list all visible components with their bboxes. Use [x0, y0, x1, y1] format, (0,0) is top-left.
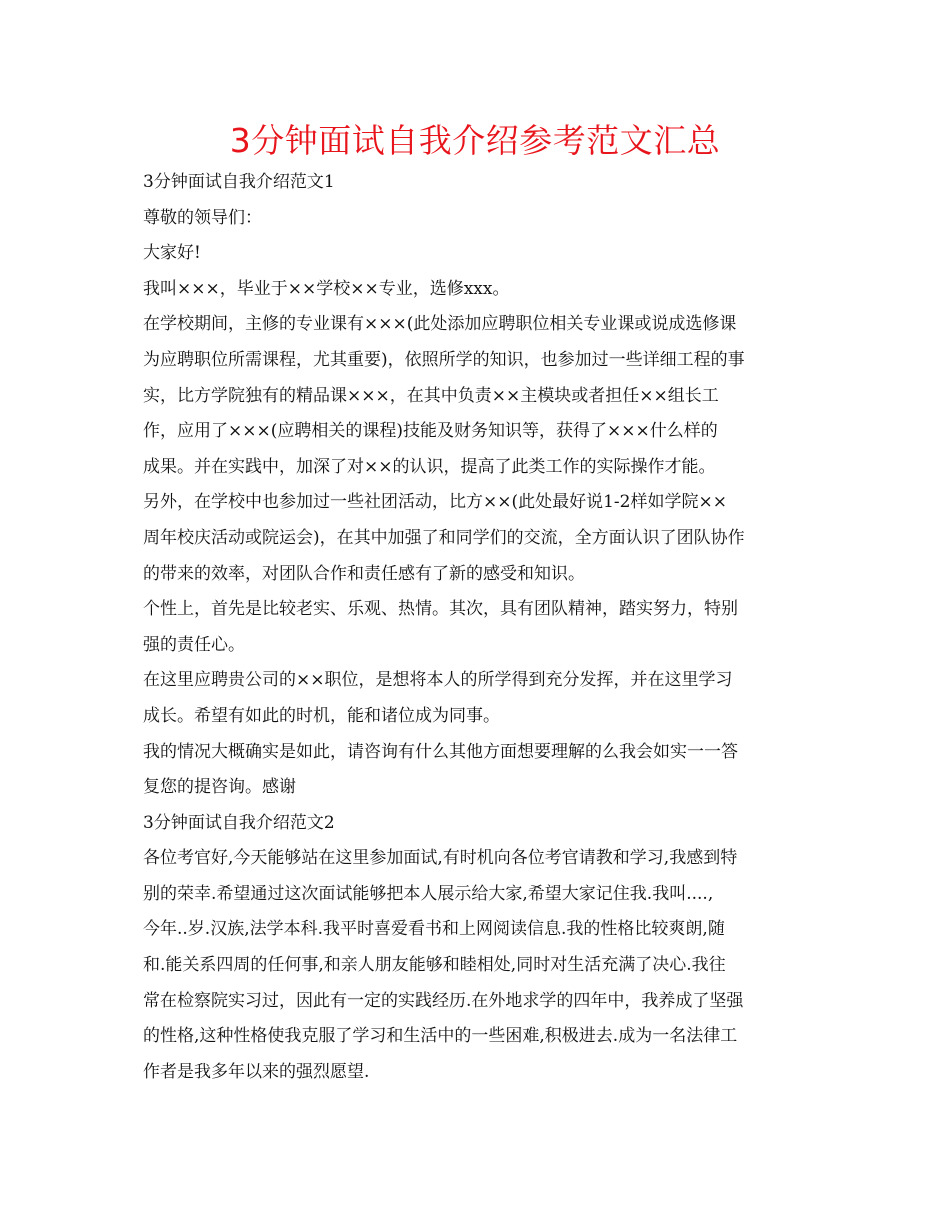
text-line: 我的情况大概确实是如此，请咨询有什么其他方面想要理解的么我会如实一一答: [143, 741, 738, 762]
text-line: 个性上，首先是比较老实、乐观、热情。其次，具有团队精神，踏实努力，特别: [143, 599, 738, 620]
text-line: 今年..岁.汉族,法学本科.我平时喜爱看书和上网阅读信息.我的性格比较爽朗,随: [143, 919, 725, 940]
text-line: 的性格,这种性格使我克服了学习和生活中的一些困难,积极进去.成为一名法律工: [143, 1026, 738, 1047]
text-line: 强的责任心。: [143, 634, 245, 655]
text-line: 成果。并在实践中，加深了对××的认识，提高了此类工作的实际操作才能。: [143, 456, 716, 477]
document-title: 3分钟面试自我介绍参考范文汇总: [229, 121, 721, 160]
text-line: 作者是我多年以来的强烈愿望.: [143, 1061, 370, 1082]
text-line: 成长。希望有如此的时机，能和诸位成为同事。: [143, 705, 500, 726]
text-line: 作，应用了×××(应聘相关的课程)技能及财务知识等，获得了×××什么样的: [143, 421, 718, 442]
text-line: 在学校期间，主修的专业课有×××(此处添加应聘职位相关专业课或说成选修课: [143, 314, 737, 335]
text-line: 和.能关系四周的任何事,和亲人朋友能够和睦相处,同时对生活充满了决心.我往: [143, 955, 726, 976]
text-line: 在这里应聘贵公司的××职位，是想将本人的所学得到充分发挥，并在这里学习: [143, 670, 733, 691]
text-line: 常在检察院实习过，因此有一定的实践经历.在外地求学的四年中，我养成了坚强: [143, 990, 744, 1011]
text-line: 周年校庆活动或院运会)，在其中加强了和同学们的交流，全方面认识了团队协作: [143, 527, 745, 548]
text-line: 的带来的效率，对团队合作和责任感有了新的感受和知识。: [143, 563, 585, 584]
text-line: 3分钟面试自我介绍范文2: [143, 812, 335, 833]
text-line: 复您的提咨询。感谢: [143, 777, 296, 798]
text-line: 大家好!: [143, 243, 201, 264]
text-line: 我叫×××，毕业于××学校××专业，选修xxx。: [143, 278, 510, 299]
document-body: [143, 165, 811, 1090]
text-line: 3分钟面试自我介绍范文1: [143, 172, 335, 192]
text-line: 另外，在学校中也参加过一些社团活动，比方××(此处最好说1-2样如学院××: [143, 492, 727, 513]
text-line: 为应聘职位所需课程，尤其重要)，依照所学的知识，也参加过一些详细工程的事: [143, 349, 745, 370]
text-line: 各位考官好,今天能够站在这里参加面试,有时机向各位考官请教和学习,我感到特: [143, 848, 738, 869]
text-line: 别的荣幸.希望通过这次面试能够把本人展示给大家,希望大家记住我.我叫....,: [143, 883, 714, 904]
text-line: 尊敬的领导们：: [143, 207, 262, 228]
text-line: 实，比方学院独有的精品课×××，在其中负责××主模块或者担任××组长工: [143, 385, 719, 406]
